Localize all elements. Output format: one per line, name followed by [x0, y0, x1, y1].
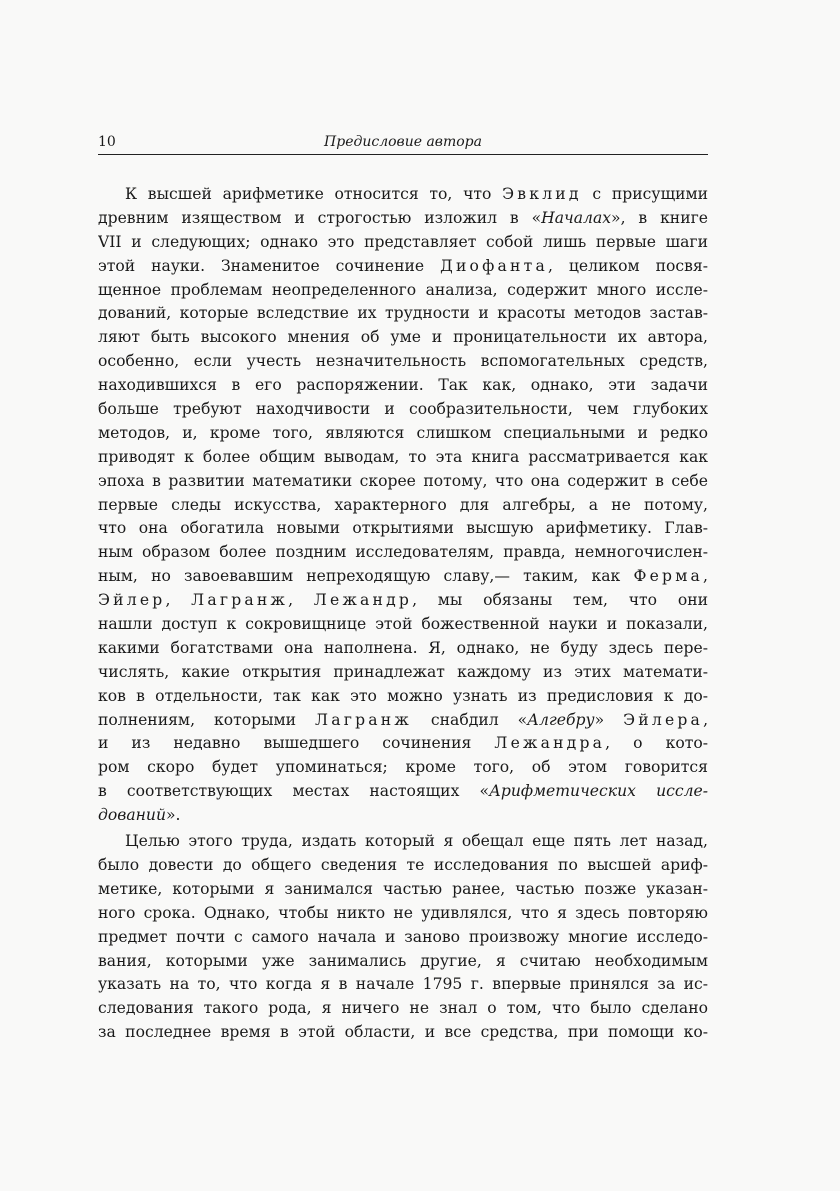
text-line [98, 302, 708, 326]
text-segment: , мы обязаны тем, что они [412, 591, 708, 610]
text-segment: и из недавно вышедшего сочинения [98, 734, 495, 753]
text-segment: ром скоро будет упоминаться; кроме того, об этом говорится [98, 758, 708, 777]
text-segment: вания, которыми уже занимались другие, я считаю необходимым [98, 951, 708, 970]
text-segment: указать на то, что когда я в начале 1795 г. впервые принялся за ис- [98, 975, 708, 994]
text-line [98, 661, 708, 685]
text-line [98, 589, 708, 613]
spaced-name: Эйлер [98, 591, 166, 610]
text-segment: ляют быть высокого мнения об уме и проницательности их автора, [98, 328, 708, 347]
text-segment: методов, и, кроме того, являются слишком специальными и редко [98, 423, 708, 442]
text-segment: какими богатствами она наполнена. Я, однако, не буду здесь пере- [98, 638, 708, 657]
text-segment: ным образом более поздним исследователям, правда, немногочислен- [98, 543, 708, 562]
text-segment: ным, но завоевавшим непреходящую славу,— таким, как [98, 567, 634, 586]
text-line [98, 255, 708, 279]
text-line [98, 709, 708, 733]
text-segment: приводят к более общим выводам, то эта книга рассматривается как [98, 447, 708, 466]
page-number: 10 [98, 134, 116, 150]
text-segment: Целью этого труда, издать который я обещал еще пять лет назад, [125, 832, 708, 851]
text-segment: древним изяществом и строгостью изложил в « [98, 208, 542, 227]
text-line [98, 926, 708, 950]
text-segment: нашли доступ к сокровищнице этой божественной науки и показали, [98, 615, 708, 634]
text-segment: , [703, 567, 708, 586]
spaced-name: Диофанта [440, 256, 548, 275]
text-line [98, 973, 708, 997]
paragraph-1 [98, 183, 708, 828]
text-segment: полнениям, которыми [98, 710, 316, 729]
spaced-name: Лагранж [191, 591, 289, 610]
text-line [98, 183, 708, 207]
text-line [98, 878, 708, 902]
text-segment: ». [166, 806, 181, 825]
italic-text: Арифметических иссле- [489, 782, 708, 801]
text-line [98, 756, 708, 780]
text-segment: было довести до общего сведения те исследования по высшей ариф- [98, 855, 708, 874]
text-line [98, 780, 708, 804]
text-line [98, 804, 708, 828]
text-segment: » [594, 710, 624, 729]
text-line [98, 950, 708, 974]
text-segment: , [288, 591, 314, 610]
text-line [98, 637, 708, 661]
body-text [98, 183, 708, 1045]
text-segment: », в книге [611, 208, 708, 227]
text-line [98, 997, 708, 1021]
text-segment: , целиком посвя- [547, 256, 708, 275]
text-line [98, 902, 708, 926]
text-line [98, 326, 708, 350]
spaced-name: Лежандр [313, 591, 413, 610]
text-segment: ного срока. Однако, чтобы никто не удивлялся, что я здесь повторяю [98, 903, 708, 922]
text-segment: в соответствующих местах настоящих « [98, 782, 490, 801]
paragraph-2 [98, 830, 708, 1045]
running-title: Предисловие автора [324, 134, 482, 150]
text-segment: , [703, 710, 708, 729]
text-line [98, 854, 708, 878]
text-segment: снабдил « [411, 710, 528, 729]
text-line [98, 398, 708, 422]
text-line [98, 830, 708, 854]
text-line [98, 541, 708, 565]
italic-text: Алгебру [527, 710, 595, 729]
text-segment: с присущими [581, 185, 708, 203]
italic-text: Началах [541, 208, 612, 227]
text-segment: К высшей арифметике относится то, что [125, 185, 503, 203]
text-line [98, 350, 708, 374]
text-line [98, 279, 708, 303]
text-line [98, 374, 708, 398]
text-segment: что она обогатила новыми открытиями высшую арифметику. Глав- [98, 519, 708, 538]
text-line [98, 613, 708, 637]
text-segment: щенное проблемам неопределенного анализа, содержит много иссле- [98, 280, 708, 299]
text-segment: следования такого рода, я ничего не знал о том, что было сделано [98, 999, 708, 1018]
text-line [98, 732, 708, 756]
text-segment: первые следы искусства, характерного для алгебры, а не потому, [98, 495, 708, 514]
text-line [98, 231, 708, 255]
text-line [98, 422, 708, 446]
text-segment: больше требуют находчивости и сообразительности, чем глубоких [98, 400, 708, 419]
text-segment: , о кото- [605, 734, 708, 753]
text-line [98, 1021, 708, 1045]
text-segment: числять, какие открытия принадлежат каждому из этих математи- [98, 662, 708, 681]
text-segment: ков в отдельности, так как это можно узнать из предисловия к до- [98, 686, 708, 705]
text-line [98, 517, 708, 541]
spaced-name: Лагранж [315, 710, 412, 729]
spaced-name: Ферма [633, 567, 704, 586]
spaced-name: Эйлера [623, 710, 704, 729]
italic-text: дований [98, 806, 167, 825]
text-segment: предмет почти с самого начала и заново произвожу многие исследо- [98, 927, 708, 946]
page-header [98, 132, 708, 155]
text-line [98, 470, 708, 494]
text-line [98, 207, 708, 231]
text-segment: , [165, 591, 192, 610]
text-segment: за последнее время в этой области, и все средства, при помощи ко- [98, 1023, 708, 1042]
text-line [98, 565, 708, 589]
text-segment: метике, которыми я занимался частью ранее, частью позже указан- [98, 879, 708, 898]
text-line [98, 685, 708, 709]
text-segment: VII и следующих; однако это представляет собой лишь первые шаги [98, 232, 708, 251]
text-segment: этой науки. Знаменитое сочинение [98, 256, 441, 275]
text-line [98, 446, 708, 470]
text-segment: особенно, если учесть незначительность вспомогательных средств, [98, 352, 708, 371]
text-segment: находившихся в его распоряжении. Так как, однако, эти задачи [98, 376, 708, 395]
text-segment: эпоха в развитии математики скорее потому, что она содержит в себе [98, 471, 708, 490]
spaced-name: Лежандра [494, 734, 606, 753]
spaced-name: Эвклид [502, 185, 582, 203]
text-segment: дований, которые вследствие их трудности и красоты методов застав- [98, 304, 708, 323]
text-line [98, 494, 708, 518]
